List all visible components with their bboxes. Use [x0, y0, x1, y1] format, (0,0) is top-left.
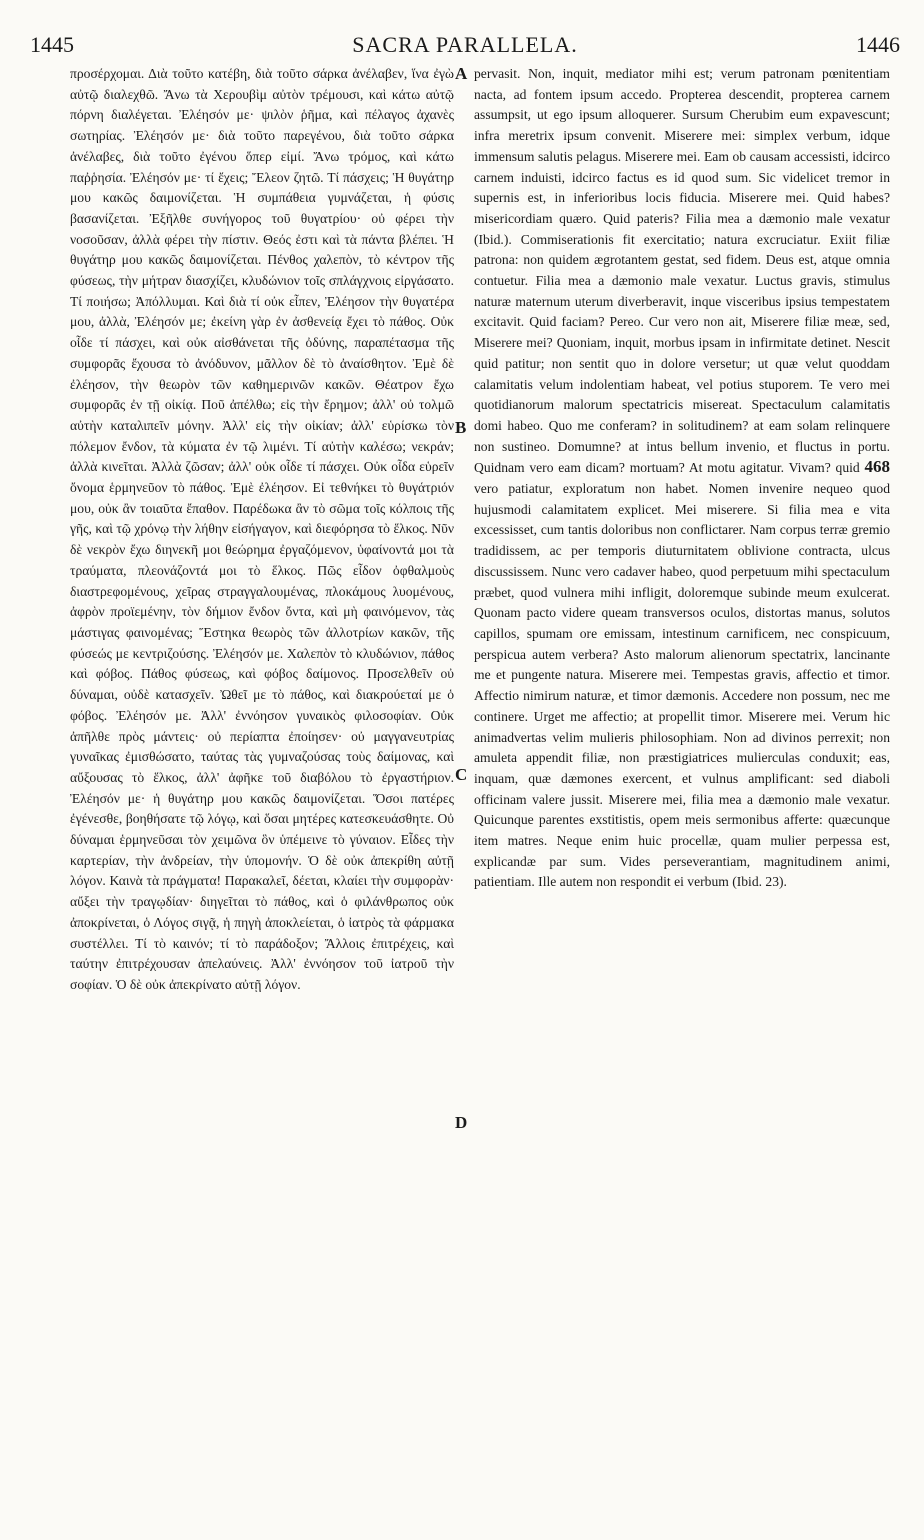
- page-number-right: 1446: [856, 32, 900, 57]
- greek-text: προσέρχομαι. Διὰ τοῦτο κατέβη, διὰ τοῦτο σάρκα ἀνέλαβεν, ἵνα ἐγὼ αὐτῷ διαλεχθῶ. Ἄνω τὰ Χερουβὶμ αὐτὸν τρέμουσι, καὶ κάτω αὐτῷ πόρνη διαλέγεται. Ἐλέησόν με· ψιλὸν ῥῆμα, καὶ πέλαγος ἀχανὲς σωτηρίας. Ἐλέησόν με· διὰ τοῦτο παρεγένου, διὰ τοῦτο σάρκα ἀνέλαβες, διὰ τοῦτο ἐγένου ὅπερ εἰμί. Ἄνω τρόμος, καὶ κάτω παῤῥησία. Ἐλέησόν με· τί ἔχεις; Ἔλεον ζητῶ. Τί πάσχεις; Ἡ θυγάτηρ μου κακῶς δαιμονίζεται. Ἡ συμπάθεια γυμνάζεται, ἡ φύσις βασανίζεται. Ἐξῆλθε συνήγορος τοῦ θυγατρίου· οὐ φέρει τὴν νοσοῦσαν, ἀλλὰ φέρει τὴν πίστιν. Θεός ἐστι καὶ τὰ πάντα βλέπει. Ἡ θυγάτηρ μου κακῶς δαιμονίζεται. Πένθος χαλεπὸν, τὸ κέντρον τῆς φύσεως, τὴν μήτραν διασχίζει, κλυδώνιον τοῖς σπλάγχνοις εἰργάσατο. Τί ποιήσω; Ἀπόλλυμαι. Καὶ διὰ τί οὐκ εἶπεν, Ἐλέησον τὴν θυγατέρα μου, ἀλλὰ, Ἐλέησόν με; ἐκείνη γὰρ ἐν ἀσθενείᾳ ἔχει τὸ πάθος. Οὐκ οἶδε τί πάσχει, καὶ οὐκ αἰσθάνεται τῆς ὀδύνης, παραπέτασμα τῆς συμφορᾶς ἔχουσα τὸ ἀνόδυνον, μᾶλλον δὲ τὸ ἀναίσθητον. Ἐμὲ δὲ ἐλέησον, τὴν θεωρὸν τῶν καθημερινῶν κακῶν. Θέατρον ἔχω συμφορᾶς ἐν τῇ οἰκίᾳ. Ποῦ ἀπέλθω; εἰς τὴν ἔρημον; ἀλλ' οὐ τολμῶ αὐτὴν καταλιπεῖν μόνην. Ἀλλ' εἰς τὴν οἰκίαν; ἀλλ' εὑρίσκω τὸν πόλεμον ἔνδον, τὰ κύματα ἐν τῷ λιμένι. Τί αὐτὴν καλέσω; νεκράν; ἀλλὰ κινεῖται. Ἀλλὰ ζῶσαν; ἀλλ' οὐκ οἶδε τί πάσχει. Οὐκ οἶδα εὑρεῖν ὄνομα ἑρμηνεῦον τὸ πάθος. Ἐμὲ ἐλέησον. Εἰ τεθνήκει τὸ θυγάτριόν μου, οὐκ ἂν τοιαῦτα ἔπαθον. Παρέδωκα ἂν τὸ σῶμα τοῖς κόλποις τῆς γῆς, καὶ τῷ χρόνῳ τὴν λήθην εἰσήγαγον, καὶ διεφόρησα τὸ ἕλκος. Νῦν δὲ νεκρὸν ἔχω διηνεκῆ μοι θεώρημα ἐργαζόμενον, ὑφαίνοντά μοι τὰ τραύματα, πλεονάζοντά μοι τὸ ἕλκος. Πῶς εἶδον ὀφθαλμοὺς διαστρεφομένους, χεῖρας στραγγαλουμένας, πλοκάμους λυομένους, ἀφρὸν προϊεμένην, τὸν δήμιον ἔνδον ὄντα, καὶ μὴ φαινόμενον, τὰς μάστιγας φαινομένας; Ἕστηκα θεωρὸς τῶν ἀλλοτρίων κακῶν, τῆς φύσεώς με κεντριζούσης. Ἐλέησόν με. Χαλεπὸν τὸ κλυδώνιον, πάθος καὶ φόβος. Πάθος φύσεως, καὶ φόβος δαίμονος. Προσελθεῖν οὐ δύναμαι, οὐδὲ κατασχεῖν. Ὠθεῖ με τὸ πάθος, καὶ διακρούεταί με ὁ φόβος. Ἐλέησόν με. Ἀλλ' ἐννόησον γυναικὸς φιλοσοφίαν. Οὐκ ἀπῆλθε πρὸς μάντεις· οὐ περίαπτα ἐποίησεν· οὐ μαγγανευτρίας γυναῖκας ἐμισθώσατο, ταύτας τὰς γυμναζούσας τοὺς δαίμονας, καὶ αὔξουσας τὸ ἕλκος, ἀλλ' ἀφῆκε τοῦ διαβόλου τὸ ἐργαστήριον. Ἐλέησόν με· ἡ θυγάτηρ μου κακῶς δαιμονίζεται. Ὅσοι πατέρες ἐγένεσθε, βοηθήσατε τῷ λόγῳ, καὶ ὅσαι μητέρες κατεσκευάσθητε. Οὐ δύναμαι ἑρμηνεῦσαι τὸν χειμῶνα ὃν ὑπέμεινε τὸ γύναιον. Εἶδες τὴν καρτερίαν, τὴν ἀνδρείαν, τὴν ὑπομονήν. Ὁ δὲ οὐκ ἀπεκρίθη αὐτῇ λόγον. Καινὰ τὰ πράγματα! Παρακαλεῖ, δέεται, κλαίει τὴν συμφορὰν· αὔξει τὴν τραγῳδίαν· διηγεῖται τὸ πάθος, καὶ ὁ φιλάνθρωπος οὐκ ἀποκρίνεται, ὁ Λόγος σιγᾷ, ἡ πηγὴ ἀποκλείεται, ὁ ἰατρὸς τὰ φάρμακα συστέλλει. Τί τὸ καινόν; τί τὸ παράδοξον; Ἄλλοις ἐπιτρέχεις, καὶ ταύτην ἐπιτρέχουσαν ἀπελαύνεις. Ἀλλ' ἐννόησον τοῦ ἰατροῦ τὴν σοφίαν. Ὁ δὲ οὐκ ἀπεκρίνατο αὐτῇ λόγον.: [70, 66, 454, 992]
- latin-text-after: vero patiatur, exploratum non habet. Nomen invenire nequeo quod hujusmodi calamitatem explicet. Mei miserere. Si filia mea e vita excessisset, cum tantis doloribus non conflictarer. Nam corpus terræ gremio tradidissem, ac per temporis diuturnitatem oblivione contracta, ulcus discussissem. Nunc vero cadaver habeo, quod perpetuum mihi spectaculum præbet, quod vulnera mihi infligit, doloremque subinde meum exulcerat. Quonam pacto videre queam transversos oculos, distortas manus, solutos capillos, spumam ore emissam, intestinum carnificem, nec conspicuum, perspicua autem verbera? Asto malorum alienorum spectatrix, lancinante me et pungente natura. Miserere mei. Tempestas gravis, affectio et timor. Affectio nimirum naturæ, et timor dæmonis. Accedere non possum, nec me continere. Urget me affectio; at propellit timor. Miserere mei. Verum hic animadvertas velim mulieris philosophiam. Non ad divinos perrexit; non amuleta appendit filiæ, non præstigiatrices mulierculas conduxit; eas, inquam, quæ dæmones exercent, et vulnus amplificant: sed diaboli officinam valere jussit. Miserere mei, filia mea a dæmonio male vexatur. Quicunque parentes exstitistis, opem meis sermonibus afferte: quæcunque item matres. Neque enim huic procellæ, quam mulier perpessa est, explicandæ par sum. Vides perseverantiam, magnitudinem animi, patientiam. Ille autem non respondit ei verbum (Ibid. 23).: [474, 481, 890, 890]
- latin-text-column: [474, 64, 890, 1534]
- section-marker-d: D: [455, 1113, 468, 1132]
- section-marker-c: C: [455, 765, 468, 784]
- latin-text-before: pervasit. Non, inquit, mediator mihi est; verum patronam pœnitentiam nacta, ad fontem ipsum accedo. Propterea descendit, propterea carnem assumpsit, ut ego ipsum alloquerer. Sursum Cherubim eum expavescunt; infra meretrix ipsum convenit. Miserere mei: simplex verbum, idque immensum salutis pelagus. Miserere mei. Eam ob causam accessisti, idcirco carnem induisti, idcirco factus es id quod sum. Sic videlicet tremor in supernis est, in inferioribus locis fiducia. Miserere mei. Quid habes? misericordiam quæro. Quid pateris? Filia mea a dæmonio male vexatur (Ibid.). Commiserationis fit exercitatio; natura excruciatur. Exiit filiæ patrona: non quidem ægrotantem gestat, sed fidem. Deus est, atque omnia contuetur. Filia mea a dæmonio male vexatur. Luctus gravis, stimulus naturæ maternum uterum diverberavit, inque visceribus ipsius tempestatem excitavit. Quid faciam? Pereo. Cur vero non ait, Miserere filiæ meæ, sed, Miserere mei? Quoniam, inquit, morbus ipsam in infirmitate detinet. Nescit quid patitur; non sentit quo in dolore versetur; ut quæ velut quoddam calamitatis velum indolentiam habeat, vel potius stuporem. Te vero mei quotidianorum malorum spectatricis misereat. Spectaculum calamitatis domi habeo. Quo me conferam? in solitudinem? at eam solam relinquere non sustineo. Domumne? at intus bellum invenio, et fluctus in portu. Quidnam vero eam dicam? mortuam? At motu agitatur. Vivam? quid: [474, 66, 890, 476]
- running-title: SACRA PARALLELA.: [352, 32, 578, 57]
- page-header: [30, 32, 900, 62]
- latin-text: [474, 64, 890, 893]
- greek-text-column: [70, 64, 454, 1534]
- section-marker-a: A: [455, 64, 468, 83]
- section-marker-b: B: [455, 418, 467, 437]
- column-number: 468: [864, 457, 890, 477]
- page-number-left: 1445: [30, 32, 74, 57]
